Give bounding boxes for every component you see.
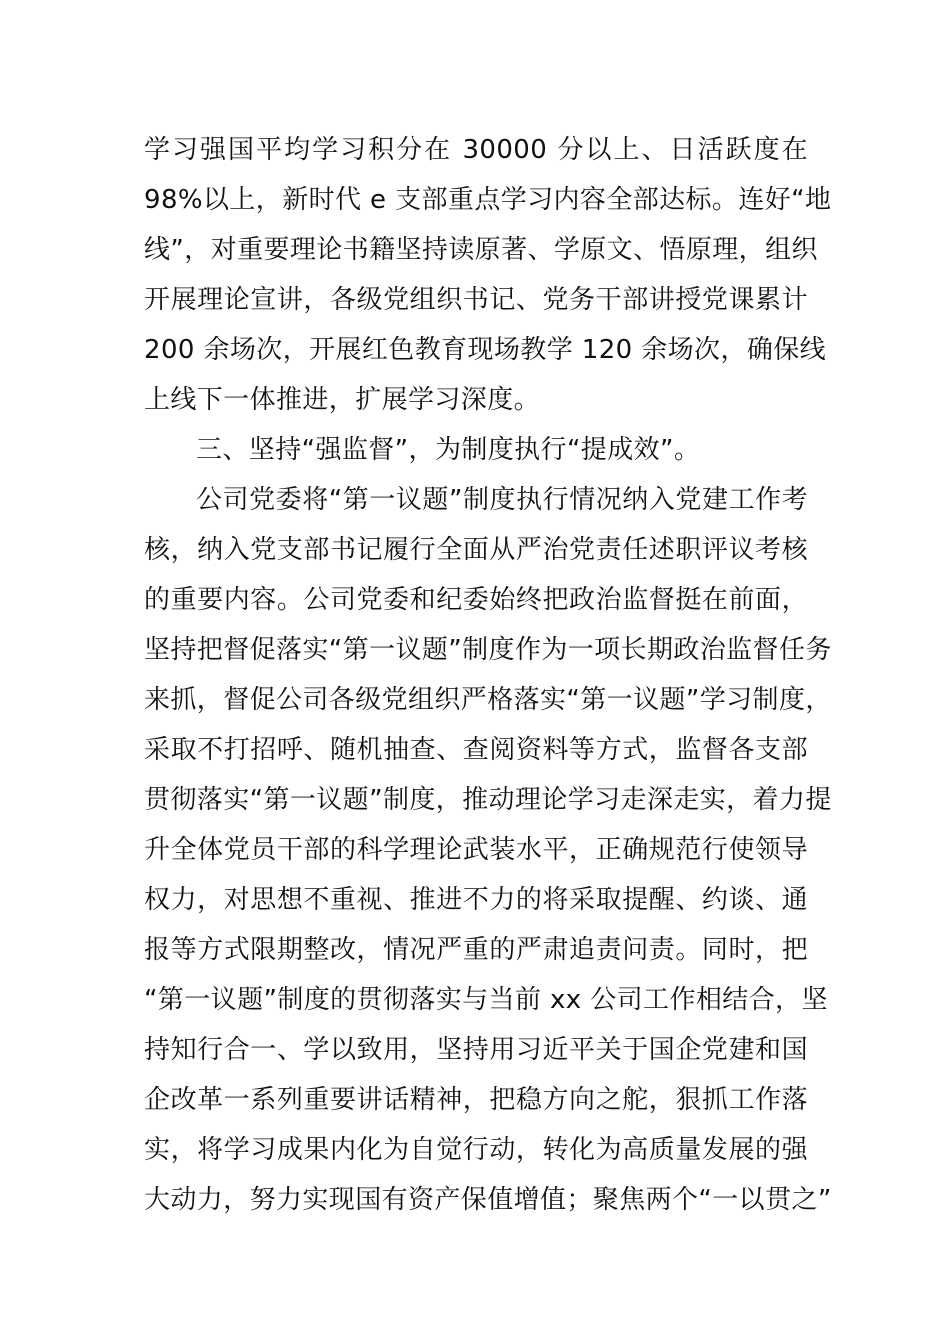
paragraph-line: 200 余场次，开展红色教育现场教学 120 余场次，确保线 bbox=[144, 335, 827, 365]
paragraph-line: “第一议题”制度的贯彻落实与当前 xx 公司工作相结合，坚 bbox=[144, 985, 828, 1015]
paragraph-line: 实，将学习成果内化为自觉行动，转化为高质量发展的强 bbox=[144, 1135, 808, 1165]
paragraph-line: 升全体党员干部的科学理论武装水平，正确规范行使领导 bbox=[144, 835, 808, 865]
paragraph-line: 持知行合一、学以致用，坚持用习近平关于国企党建和国 bbox=[144, 1035, 808, 1065]
paragraph-line: 贯彻落实“第一议题”制度，推动理论学习走深走实，着力提 bbox=[144, 785, 832, 815]
paragraph-line: 权力，对思想不重视、推进不力的将采取提醒、约谈、通 bbox=[144, 885, 808, 915]
paragraph-line: 98%以上，新时代 e 支部重点学习内容全部达标。连好“地 bbox=[144, 185, 832, 215]
paragraph-line: 上线下一体推进，扩展学习深度。 bbox=[144, 385, 541, 415]
paragraph-line: 公司党委将“第一议题”制度执行情况纳入党建工作考 bbox=[196, 485, 808, 515]
paragraph-line: 报等方式限期整改，情况严重的严肃追责问责。同时，把 bbox=[144, 935, 808, 965]
paragraph-line: 采取不打招呼、随机抽查、查阅资料等方式，监督各支部 bbox=[144, 735, 808, 765]
paragraph-line: 企改革一系列重要讲话精神，把稳方向之舵，狠抓工作落 bbox=[144, 1085, 808, 1115]
paragraph-line: 核，纳入党支部书记履行全面从严治党责任述职评议考核 bbox=[144, 535, 808, 565]
paragraph-line: 的重要内容。公司党委和纪委始终把政治监督挺在前面， bbox=[144, 585, 808, 615]
paragraph-line: 大动力，努力实现国有资产保值增值；聚焦两个“一以贯之” bbox=[144, 1185, 832, 1215]
paragraph-line: 来抓，督促公司各级党组织严格落实“第一议题”学习制度， bbox=[144, 685, 832, 715]
paragraph-line: 坚持把督促落实“第一议题”制度作为一项长期政治监督任务 bbox=[144, 635, 832, 665]
paragraph-line: 线”，对重要理论书籍坚持读原著、学原文、悟原理，组织 bbox=[144, 235, 818, 265]
paragraph-line: 学习强国平均学习积分在 30000 分以上、日活跃度在 bbox=[144, 135, 808, 165]
section-heading: 三、坚持“强监督”，为制度执行“提成效”。 bbox=[196, 435, 701, 465]
paragraph-line: 开展理论宣讲，各级党组织书记、党务干部讲授党课累计 bbox=[144, 285, 808, 315]
